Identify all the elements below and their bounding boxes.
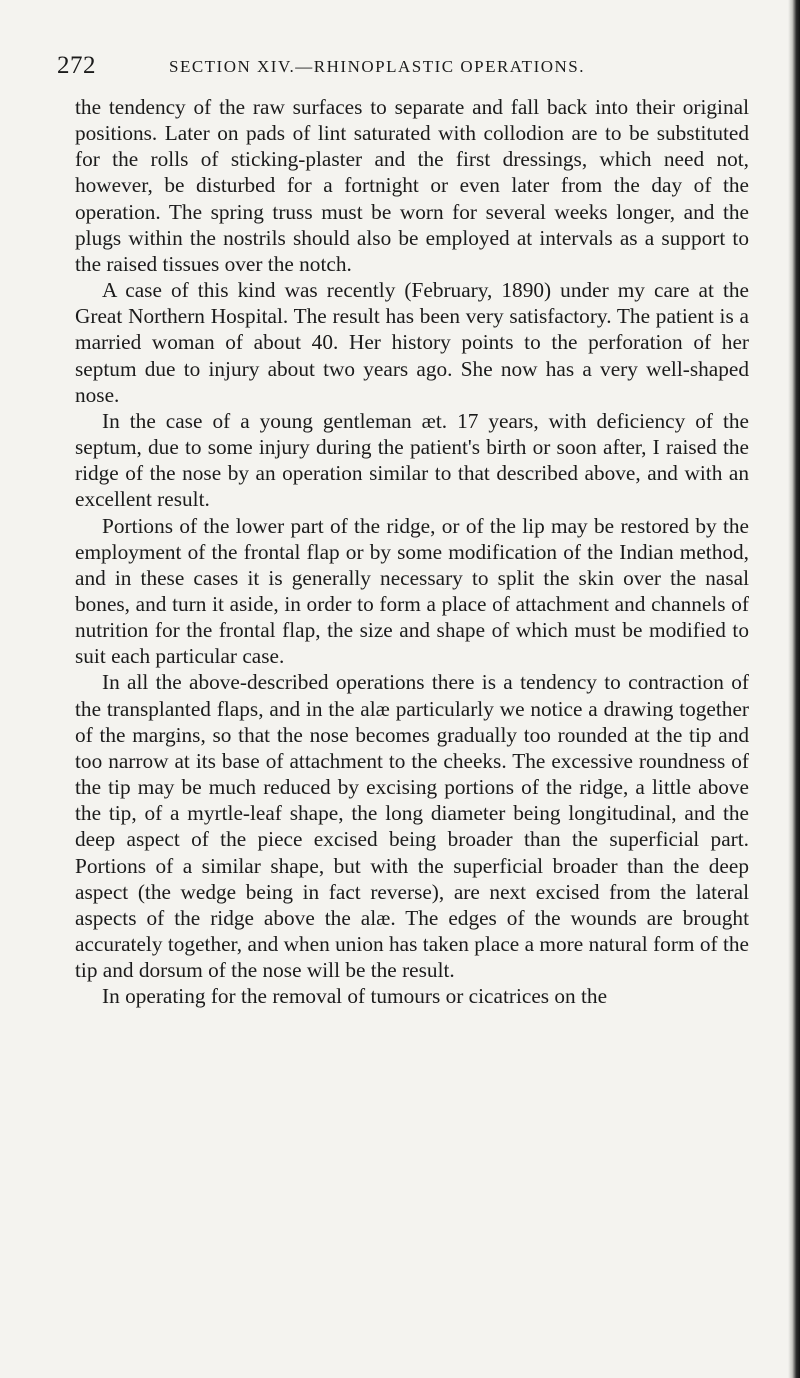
body-text — [75, 94, 749, 1009]
paragraph-contraction: In all the above-described operations there is a tendency to contraction of the transplanted flaps, and in the alæ particularly we notice a drawing together of the margins, so that the nose becomes gradually too rounded at the tip and too narrow at its base of attachment to the cheeks. The excessive roundness of the tip may be much reduced by excising portions of the ridge, a little above the tip, of a myrtle-leaf shape, the long diameter being longitudinal, and the deep aspect of the piece excised being broader than the superficial part. Portions of a similar shape, but with the superficial broader than the deep aspect (the wedge being in fact reverse), are next excised from the lateral aspects of the ridge above the alæ. The edges of the wounds are brought accurately together, and when union has taken place a more natural form of the tip and dorsum of the nose will be the result. — [75, 670, 749, 983]
paragraph-frontal-flap: Portions of the lower part of the ridge, or of the lip may be restored by the employment of the frontal flap or by some modification of the Indian method, and in these cases it is generally necessary to split the skin over the nasal bones, and turn it aside, in order to form a place of attachment and channels of nutrition for the frontal flap, the size and shape of which must be modified to suit each particular case. — [75, 513, 749, 669]
paragraph-case-february: A case of this kind was recently (February, 1890) under my care at the Great Northern Hospital. The result has been very satisfactory. The patient is a married woman of about 40. Her history points to the perforation of her septum due to injury about two years ago. She now has a very well-shaped nose. — [75, 278, 749, 407]
running-head: SECTION XIV.—RHINOPLASTIC OPERATIONS. — [169, 57, 585, 76]
scan-edge-shadow — [788, 0, 800, 1378]
page-header — [57, 52, 757, 82]
paragraph-continued: the tendency of the raw surfaces to separate and fall back into their original positions. Later on pads of lint saturated with collodion are to be substituted for the rolls of sticking-plaster and the first dressings, which need not, however, be disturbed for a fortnight or even later from the day of the operation. The spring truss must be worn for several weeks longer, and the plugs within the nostrils should also be employed at intervals as a support to the raised tissues over the notch. — [75, 95, 749, 276]
paragraph-case-young-gentleman: In the case of a young gentleman æt. 17 years, with deficiency of the septum, due to some injury during the patient's birth or soon after, I raised the ridge of the nose by an operation similar to that described above, and with an excellent result. — [75, 408, 749, 512]
paragraph-tumours: In operating for the removal of tumours or cicatrices on the — [102, 984, 608, 1009]
page-number: 272 — [57, 52, 96, 79]
